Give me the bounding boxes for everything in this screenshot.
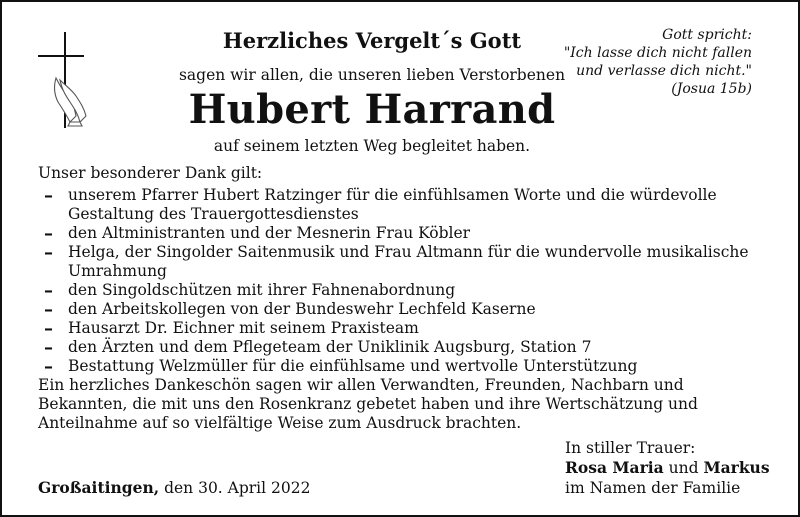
place: Großaitingen, [38,478,160,497]
mourner-name: Markus [703,458,770,477]
list-item [38,319,778,338]
list-item [38,186,778,224]
family-line: im Namen der Familie [565,479,741,497]
list-item [38,243,778,281]
dash-bullet: – [44,337,53,358]
list-item-text: den Ärzten und dem Pflegeteam der Uniklinik Augsburg, Station 7 [68,338,592,356]
list-item [38,281,778,300]
list-item [38,224,778,243]
list-item-text: den Arbeitskollegen von der Bundeswehr Lechfeld Kaserne [68,300,536,318]
thanks-intro: Unser besonderer Dank gilt: [38,164,263,182]
list-item-text: Hausarzt Dr. Eichner mit seinem Praxisteam [68,319,419,337]
closing-paragraph: Ein herzliches Dankeschön sagen wir allen Verwandten, Freunden, Nachbarn und Bekannten, die mit uns den Rosenkranz gebetet haben und ihre Wertschätzung und Anteilnahme auf so vielfältige Weise zum Ausdruck brachten. [38,376,698,432]
dash-bullet: – [44,242,53,263]
after-name-line: auf seinem letzten Weg begleitet haben. [213,137,531,155]
dash-bullet: – [44,223,53,244]
bible-quote [512,26,752,98]
dash-bullet: – [44,280,53,301]
list-item-text: den Singoldschützen mit ihrer Fahnenabordnung [68,281,456,299]
mourner-name: Rosa Maria [565,458,664,477]
list-item [38,357,778,376]
list-item-text: Bestattung Welzmüller für die einfühlsame und wertvolle Unterstützung [68,357,638,375]
date: den 30. April 2022 [164,479,311,497]
list-item [38,338,778,357]
thanks-section [38,164,778,433]
headline: Herzliches Vergelt´s Gott [222,28,522,53]
deceased-name: Hubert Harrand [188,86,556,133]
dash-bullet: – [44,299,53,320]
dash-bullet: – [44,318,53,339]
intro-line: sagen wir allen, die unseren lieben Verstorbenen [178,66,566,84]
mourning-line: In stiller Trauer: [565,439,696,457]
quote-line: "Ich lasse dich nicht fallen [563,45,752,61]
dash-bullet: – [44,185,53,206]
mourners-line [565,458,770,478]
list-item-text: unserem Pfarrer Hubert Ratzinger für die einfühlsamen Worte und die würdevolle Gestaltung des Trauergottesdienstes [68,186,717,223]
list-item-text: den Altministranten und der Mesnerin Frau Köbler [68,224,471,242]
list-item-text: Helga, der Singolder Saitenmusik und Frau Altmann für die wundervolle musikalische Umrahmung [68,243,749,280]
signature-block [565,438,770,498]
quote-line: und verlasse dich nicht." [576,63,752,79]
list-item [38,300,778,319]
quote-reference: (Josua 15b) [671,81,752,97]
quote-line: Gott spricht: [662,27,752,43]
conjunction: und [668,459,699,477]
place-date [38,478,310,497]
thanks-list [38,186,778,376]
dash-bullet: – [44,356,53,377]
